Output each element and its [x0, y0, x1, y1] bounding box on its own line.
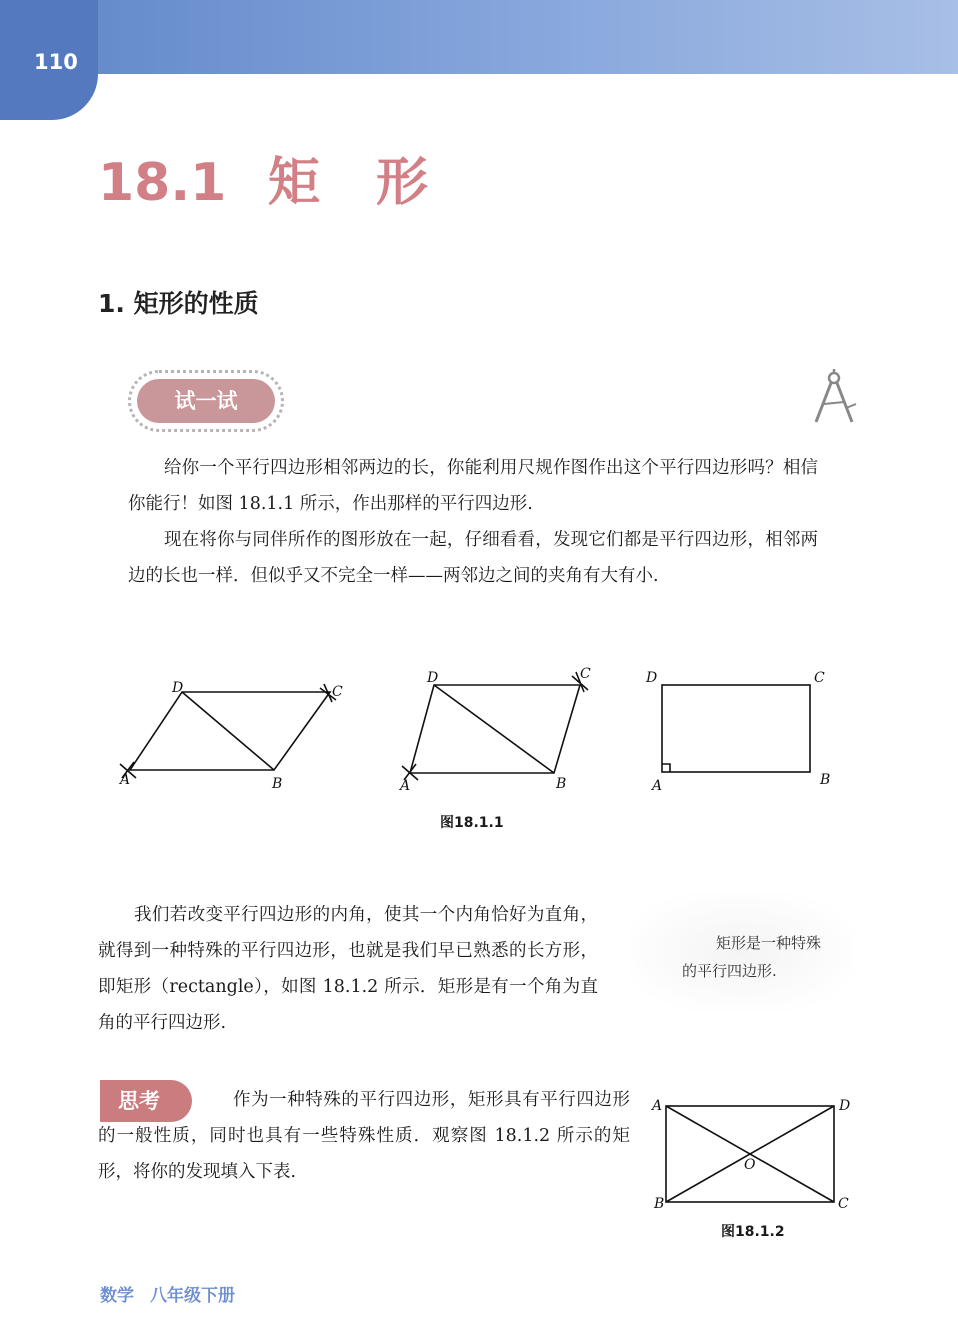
section-title-char-2: 形: [376, 153, 429, 213]
page-number: 110: [34, 50, 78, 74]
fig1c-label-B: B: [820, 772, 831, 788]
parallelogram-b: [402, 672, 588, 780]
parallelogram-a: [120, 684, 336, 778]
fig2-label-B: B: [654, 1196, 665, 1212]
fig1a-label-A: A: [120, 772, 131, 788]
fig1b-label-A: A: [400, 778, 411, 794]
figure-18-1-2-caption: 图18.1.2: [721, 1224, 785, 1240]
section-title-char-1: 矩: [268, 153, 321, 213]
section-number: 18.1: [98, 153, 227, 213]
page-footer: [100, 1281, 251, 1306]
figure-18-1-1: [100, 660, 860, 800]
top-band: [0, 0, 958, 74]
fig2-label-C: C: [838, 1196, 849, 1212]
fig1c-label-C: C: [814, 670, 825, 686]
footer-subject: 数学: [100, 1286, 134, 1306]
think-badge: 思考: [100, 1080, 192, 1122]
fig1b-label-C: C: [580, 666, 591, 682]
fig2-label-A: A: [652, 1098, 663, 1114]
compass-icon: [810, 368, 862, 426]
fig1c-label-A: A: [652, 778, 663, 794]
try-paragraph-2: 现在将你与同伴所作的图形放在一起，仔细看看，发现它们都是平行四边形，相邻两边的长也一样．但似乎又不完全一样——两邻边之间的夹角有大有小.: [128, 530, 818, 586]
fig1a-label-B: B: [272, 776, 283, 792]
try-it-badge: [128, 370, 284, 432]
fig1a-label-C: C: [332, 684, 343, 700]
section-heading: [98, 140, 428, 215]
fig2-label-O: O: [744, 1157, 756, 1173]
figure-18-1-1-caption: 图18.1.1: [440, 815, 504, 831]
subsection-title: 1. 矩形的性质: [98, 289, 259, 318]
fig1a-label-D: D: [172, 680, 184, 696]
figure-18-1-2: [648, 1090, 858, 1218]
fig2-label-D: D: [839, 1098, 851, 1114]
fig1b-label-D: D: [427, 670, 439, 686]
fig1b-label-B: B: [556, 776, 567, 792]
try-paragraph-1: 给你一个平行四边形相邻两边的长，你能利用尺规作图作出这个平行四边形吗？相信你能行！如图 18.1.1 所示，作出那样的平行四边形.: [128, 458, 818, 514]
fig1c-label-D: D: [646, 670, 658, 686]
definition-paragraph: 我们若改变平行四边形的内角，使其一个内角恰好为直角，就得到一种特殊的平行四边形，也就是我们早已熟悉的长方形，即矩形（rectangle），如图 18.1.2 所示．矩形是有一个角为直角的平行四边形.: [98, 905, 598, 1033]
side-note-text: 矩形是一种特殊的平行四边形.: [682, 934, 822, 980]
rectangle-1: [662, 685, 810, 772]
try-it-label: 试一试: [137, 379, 275, 423]
think-paragraph: 作为一种特殊的平行四边形，矩形具有平行四边形的一般性质，同时也具有一些特殊性质．观察图 18.1.2 所示的矩形，将你的发现填入下表.: [98, 1090, 630, 1182]
footer-book: 八年级下册: [150, 1286, 235, 1306]
